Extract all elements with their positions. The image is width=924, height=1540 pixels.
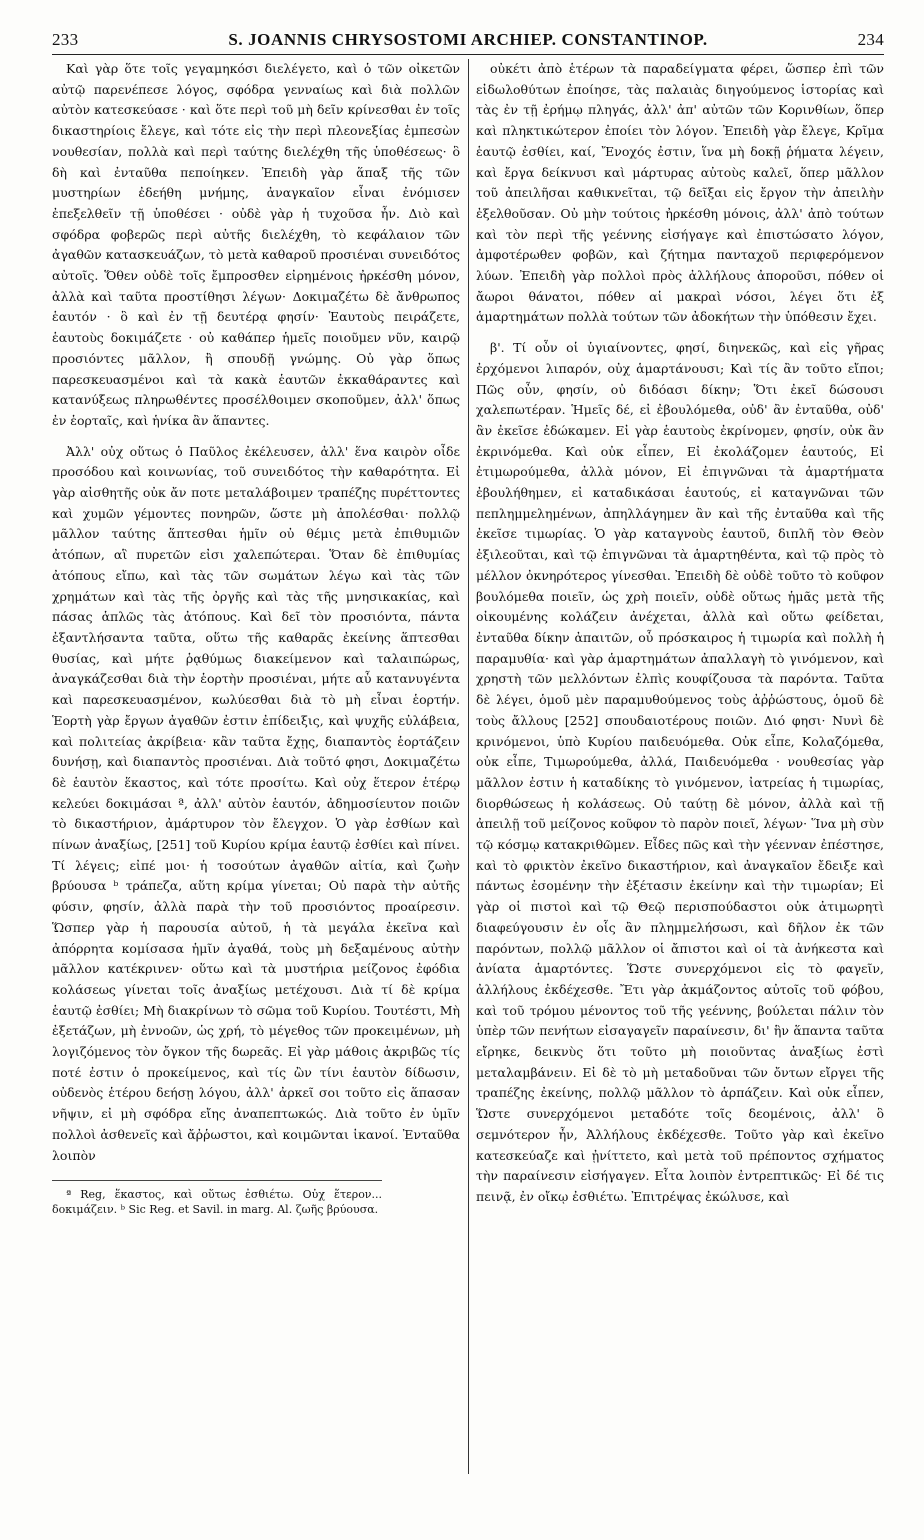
running-header (52, 30, 884, 55)
page-number-left: 233 (52, 30, 79, 49)
left-column (52, 59, 460, 1474)
footnote: ª Reg, ἕκαστος, καὶ οὕτως ἐσθιέτω. Οὐχ ἕτερον... δοκιμάζειν. ᵇ Sic Reg. et Savil. in marg. Al. ζωῆς βρύουσα. (52, 1188, 382, 1217)
paragraph: β'. Τί οὖν οἱ ὑγιαίνοντες, φησί, διηνεκῶς, καὶ εἰς γῆρας ἐρχόμενοι λιπαρόν, οὐχ ἁμαρτάνουσι; Καὶ τίς ἂν τοῦτο εἴποι; Πῶς οὖν, φησίν, οὐ διδόασι δίκην; Ὅτι ἐκεῖ δώσουσι χαλεπωτέραν. Ἡμεῖς δέ, εἰ ἐβουλόμεθα, οὐδ' ἂν ἐνταῦθα, οὐδ' ἂν ἐκεῖσε ἐδώκαμεν. Εἰ γὰρ ἑαυτοὺς ἐκρίνομεν, φησίν, οὐκ ἂν ἐκρινόμεθα. Καὶ οὐκ εἶπεν, Εἰ ἐκολάζομεν ἑαυτούς, Εἰ ἐτιμωρούμεθα, ἀλλὰ μόνον, Εἰ ἐπιγνῶναι τὰ ἁμαρτήματα ἐβουλήθημεν, εἰ καταδικάσαι ἑαυτούς, εἰ καταγνῶναι τῶν πεπλημμελημένων, ἀπηλλάγημεν ἂν καὶ τῆς ἐνταῦθα καὶ τῆς ἐκεῖσε τιμωρίας. Ὁ γὰρ καταγνοὺς ἑαυτοῦ, διπλῆ τὸν Θεὸν ἐξιλεοῦται, καὶ τῷ ἐπιγνῶναι τὰ ἁμαρτηθέντα, καὶ τῷ πρὸς τὸ μέλλον ὀκνηρότερος γίνεσθαι. Ἐπειδὴ δὲ οὐδὲ τοῦτο τὸ κοῦφον βουλόμεθα ποιεῖν, ὡς χρὴ ποιεῖν, οὐδὲ οὕτως ἡμᾶς μετὰ τῆς οἰκουμένης κολάζειν ἀνέχεται, ἀλλὰ καὶ οὕτω φείδεται, ἐνταῦθα δίκην ἀπαιτῶν, οὗ πρόσκαιρος ἡ τιμωρία καὶ πολλὴ ἡ παραμυθία· καὶ γὰρ ἁμαρτημάτων ἀπαλλαγὴ τὸ γινόμενον, καὶ χρηστὴ τῶν μελλόντων ἐλπὶς κουφίζουσα τὰ παρόντα. Ταῦτα δὲ λέγει, ὁμοῦ μὲν παραμυθούμενος τοὺς ἀῤῥώστους, ὁμοῦ δὲ τοὺς ἄλλους [252] σπουδαιοτέρους ποιῶν. Διό φησι· Νυνὶ δὲ κρινόμενοι, ὑπὸ Κυρίου παιδευόμεθα. Οὐκ εἶπε, Κολαζόμεθα, οὐκ εἶπε, Τιμωρούμεθα, ἀλλά, Παιδευόμεθα · νουθεσίας γὰρ μᾶλλον ἐστιν ἡ καταδίκης τὸ γινόμενον, ἰατρείας ἡ τιμωρίας, διορθώσεως ἡ κολάσεως. Οὐ ταύτῃ δὲ μόνον, ἀλλὰ καὶ τῇ ἀπειλῇ τοῦ μείζονος κοῦφον τὸ παρὸν ποιεῖ, λέγων· Ἵνα μὴ σὺν τῷ κόσμῳ κατακριθῶμεν. Εἶδες πῶς καὶ τὴν γέενναν ἐπέστησε, καὶ τὸ φρικτὸν ἐκεῖνο δικαστήριον, καὶ ἀναγκαῖον ἔδειξε καὶ πάντως ἐσομένην τὴν ἐξέτασιν ἐκείνην καὶ τὴν τιμωρίαν; Εἰ γὰρ οἱ πιστοὶ καὶ τῷ Θεῷ περισπούδαστοι οὐκ ἀτιμωρητὶ διαφεύγουσιν ἐν οἷς ἂν πλημμελήσωσι, καὶ δῆλον ἐκ τῶν παρόντων, πολλῷ μᾶλλον οἱ ἄπιστοι καὶ οἱ τὰ ἀνήκεστα καὶ ἀνίατα ἁμαρτόντες. Ὥστε συνερχόμενοι εἰς τὸ φαγεῖν, ἀλλήλους ἐκδέχεσθε. Ἔτι γὰρ ἀκμάζοντος αὐτοῖς τοῦ φόβου, καὶ τοῦ τρόμου μένοντος τοῦ τῆς γεέννης, βούλεται πάλιν τὸν ὑπὲρ τῶν πενήτων εἰσαγαγεῖν παραίνεσιν, δι' ἣν ἅπαντα ταῦτα εἴρηκε, δεικνὺς ὅτι τοῦτο μὴ ποιοῦντας ἀναξίως ἐστὶ μεταλαμβάνειν. Εἰ δὲ τὸ μὴ μεταδοῦναι τῶν ὄντων εἴργει τῆς τραπέζης ἐκείνης, πολλῷ μᾶλλον τὸ ἁρπάζειν. Καὶ οὐκ εἶπεν, Ὥστε συνερχόμενοι μεταδότε τοῖς δεομένοις, ἀλλ' ὃ σεμνότερον ἦν, Ἀλλήλους ἐκδέχεσθε. Τοῦτο γὰρ καὶ ἐκεῖνο κατεσκεύαζε καὶ ᾐνίττετο, καὶ μετὰ τοῦ πρέποντος σχήματος τὴν παραίνεσιν εἰσήγαγεν. Εἶτα λοιπὸν ἐντρεπτικῶς· Εἰ δέ τις πεινᾷ, ἐν οἴκῳ ἐσθιέτω. Ἐπιτρέψας ἐκώλυσε, καὶ (476, 340, 884, 1204)
text-columns (52, 59, 884, 1474)
footnotes (52, 1180, 382, 1217)
paragraph: Καὶ γὰρ ὅτε τοῖς γεγαμηκόσι διελέγετο, καὶ ὁ τῶν οἰκετῶν αὐτῷ παρενέπεσε λόγος, σφόδρα γενναίως καὶ διὰ πολλῶν αὐτὸν κατεσκεύασε · καὶ ὅτε περὶ τοῦ μὴ δεῖν κρίνεσθαι ἐν τοῖς δικαστηρίοις ἔλεγε, καὶ τότε εἰς τὴν περὶ πλεονεξίας ἐμπεσὼν νουθεσίαν, πολλὰ καὶ περὶ ταύτης διελέχθη τῆς ὑποθέσεως· ὃ δὴ καὶ ἐνταῦθα πεποίηκεν. Ἐπειδὴ γὰρ ἅπαξ τῆς τῶν μυστηρίων ἐδεήθη μνήμης, ἀναγκαῖον εἶναι ἐνόμισεν ἐπεξελθεῖν τῇ ὑποθέσει · οὐδὲ γὰρ ἡ τυχοῦσα ἦν. Διὸ καὶ σφόδρα φοβερῶς περὶ αὐτῆς διελέχθη, τὸ κεφάλαιον τῶν ἀγαθῶν κατασκευάζων, τὸ μετὰ καθαροῦ προσιέναι συνειδότος αὐτοῖς. Ὅθεν οὐδὲ τοῖς ἔμπροσθεν εἰρημένοις ἠρκέσθη μόνον, ἀλλὰ καὶ ταῦτα προστίθησι λέγων· Δοκιμαζέτω δὲ ἄνθρωπος ἑαυτόν · ὃ καὶ ἐν τῇ δευτέρᾳ φησίν· Ἑαυτοὺς πειράζετε, ἑαυτοὺς δοκιμάζετε · οὐ καθάπερ ἡμεῖς ποιοῦμεν νῦν, καιρῷ προσιόντες μᾶλλον, ἢ σπουδῇ γνώμης. Οὐ γὰρ ὅπως παρεσκευασμένοι καὶ τὰ κακὰ ἑαυτῶν ἐκκαθάραντες καὶ κατανύξεως πληρωθέντες προσέλθοιμεν σκοποῦμεν, ἀλλ' ὅπως ἐν ἑορταῖς, καὶ ἡνίκα ἂν ἅπαντες. (52, 61, 460, 428)
right-column (476, 59, 884, 1474)
page-number-right: 234 (857, 30, 884, 49)
paragraph: οὐκέτι ἀπὸ ἑτέρων τὰ παραδείγματα φέρει, ὥσπερ ἐπὶ τῶν εἰδωλοθύτων ἐποίησε, τὰς παλαιὰς διηγούμενος ἱστορίας καὶ τὰς ἐν τῇ ἐρήμῳ πληγάς, ἀλλ' ἀπ' αὐτῶν τῶν Κορινθίων, ὅπερ καὶ πληκτικώτερον ἐποίει τὸν λόγον. Ἐπειδὴ γὰρ ἔλεγε, Κρῖμα ἑαυτῷ ἐσθίει, καί, Ἔνοχός ἐστιν, ἵνα μὴ δοκῇ ῥήματα λέγειν, καὶ ἔργα δείκνυσι καὶ μάρτυρας αὐτοὺς καλεῖ, ὅπερ μᾶλλον τοῦ ἀπειλῆσαι καθικνεῖται, τῷ δεῖξαι εἰς ἔργον τὴν ἀπειλὴν ἐξελθοῦσαν. Οὐ μὴν τούτοις ἠρκέσθη μόνοις, ἀλλ' ἀπὸ τούτων καὶ τὸν περὶ τῆς γεέννης εἰσήγαγε καὶ ἐπιστώσατο λόγον, ἀμφοτέρωθεν φοβῶν, καὶ ζήτημα πανταχοῦ περιφερόμενον λύων. Ἐπειδὴ γὰρ πολλοὶ πρὸς ἀλλήλους ἀποροῦσι, πόθεν οἱ ἄωροι θάνατοι, πόθεν αἱ μακραὶ νόσοι, λέγει ὅτι ἐξ ἁμαρτημάτων πολλὰ τούτων τῶν ἀδοκήτων τὴν ὑπόθεσιν ἔχει. (476, 61, 884, 325)
column-divider (468, 59, 469, 1474)
running-title: S. JOANNIS CHRYSOSTOMI ARCHIEP. CONSTANTINOP. (228, 30, 708, 49)
paragraph: Ἀλλ' οὐχ οὕτως ὁ Παῦλος ἐκέλευσεν, ἀλλ' ἕνα καιρὸν οἶδε προσόδου καὶ κοινωνίας, τοῦ συνειδότος τὴν καθαρότητα. Εἰ γὰρ αἰσθητῆς οὐκ ἄν ποτε μεταλάβοιμεν τραπέζης πυρέττοντες καὶ χυμῶν γέμοντες πονηρῶν, ὥστε μὴ ἀπολέσθαι· πολλῷ μᾶλλον ταύτης ἅπτεσθαι ἡμῖν οὐ θέμις μετὰ ἐπιθυμιῶν ἀτόπων, αἳ πυρετῶν εἰσι χαλεπώτεραι. Ὅταν δὲ ἐπιθυμίας ἀτόπους εἴπω, καὶ τὰς τῶν σωμάτων λέγω καὶ τὰς τῶν χρημάτων καὶ τὰς τῆς ὀργῆς καὶ τὰς τῆς μνησικακίας, καὶ πάσας ἁπλῶς τὰς ἀτόπους. Καὶ δεῖ τὸν προσιόντα, πάντα ἐξαντλήσαντα ταῦτα, οὕτω τῆς καθαρᾶς ἐκείνης ἅπτεσθαι θυσίας, καὶ μήτε ῥᾳθύμως διακείμενον καὶ ταλαιπώρως, ἀναγκάζεσθαι διὰ τὴν ἑορτὴν προσιέναι, μήτε αὖ κατανυγέντα καὶ παρεσκευασμένον, κωλύεσθαι διὰ τὸ μὴ εἶναι ἑορτήν. Ἑορτὴ γὰρ ἔργων ἀγαθῶν ἐστιν ἐπίδειξις, καὶ ψυχῆς εὐλάβεια, καὶ πολιτείας ἀκρίβεια· κἂν ταῦτα ἔχῃς, διαπαντὸς ἑορτάζειν δυνήσῃ, καὶ διαπαντὸς προσιέναι. Διὰ τοῦτό φησι, Δοκιμαζέτω δὲ ἑαυτὸν ἕκαστος, καὶ τότε προσίτω. Καὶ οὐχ ἕτερον ἑτέρῳ κελεύει δοκιμάσαι ª, ἀλλ' αὐτὸν ἑαυτόν, ἀδημοσίευτον ποιῶν τὸ δικαστήριον, ἀμάρτυρον τὸν ἔλεγχον. Ὁ γὰρ ἐσθίων καὶ πίνων ἀναξίως, [251] τοῦ Κυρίου κρίμα ἑαυτῷ ἐσθίει καὶ πίνει. Τί λέγεις; εἰπέ μοι· ἡ τοσούτων ἀγαθῶν αἰτία, καὶ ζωὴν βρύουσα ᵇ τράπεζα, αὕτη κρίμα γίνεται; Οὐ παρὰ τὴν αὐτῆς φύσιν, φησίν, ἀλλὰ παρὰ τὴν τοῦ προσιόντος προαίρεσιν. Ὥσπερ γὰρ ἡ παρουσία αὐτοῦ, ἡ τὰ μεγάλα ἐκεῖνα καὶ ἀπόρρητα κομίσασα ἡμῖν ἀγαθά, τοὺς μὴ δεξαμένους αὐτὴν μᾶλλον κατέκρινεν· οὕτω καὶ τὰ μυστήρια μείζονος ἐφόδια κολάσεως γίνεται τοῖς ἀναξίως μετέχουσι. Διὰ τί δὲ κρίμα ἑαυτῷ ἐσθίει; Μὴ διακρίνων τὸ σῶμα τοῦ Κυρίου. Τουτέστι, Μὴ ἐξετάζων, μὴ ἐννοῶν, ὡς χρή, τὸ μέγεθος τῶν προκειμένων, μὴ λογιζόμενος τὸν ὄγκον τῆς δωρεᾶς. Εἰ γὰρ μάθοις ἀκριβῶς τίς ποτέ ἐστιν ὁ προκείμενος, καὶ τίς ὢν τίνι ἑαυτὸν δίδωσιν, οὐδενὸς ἑτέρου δεήσῃ λόγου, ἀλλ' ἀρκεῖ σοι τοῦτο εἰς ἅπασαν νῆψιν, εἰ μὴ σφόδρα εἴης ἀναπεπτωκώς. Διὰ τοῦτο ἐν ὑμῖν πολλοὶ ἀσθενεῖς καὶ ἄῤῥωστοι, καὶ κοιμῶνται ἱκανοί. Ἐνταῦθα λοιπὸν (52, 443, 460, 1163)
